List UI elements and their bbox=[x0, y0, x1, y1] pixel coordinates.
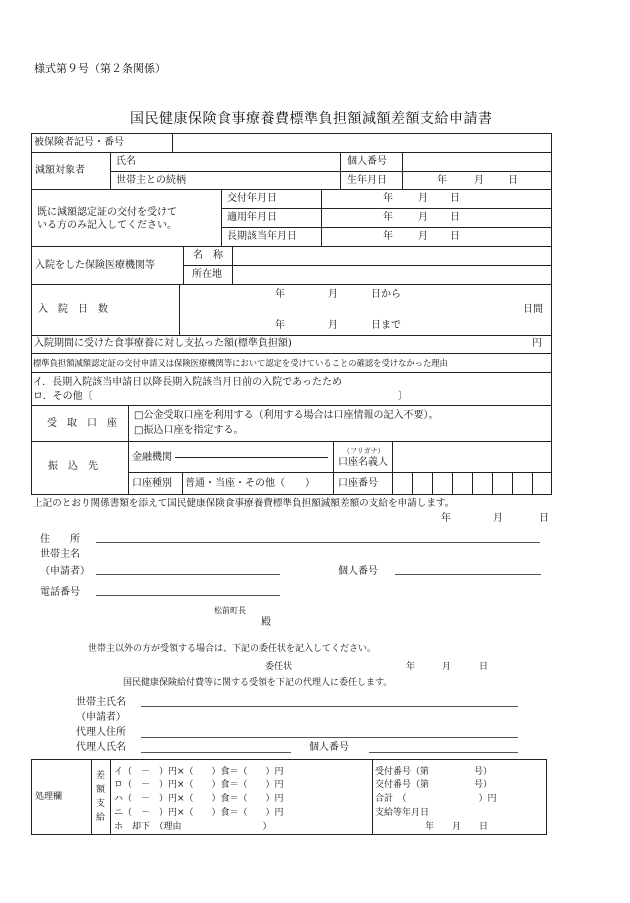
to-month: 月 bbox=[328, 320, 338, 331]
apply-year: 年 bbox=[441, 513, 451, 524]
office-label: 処理欄 bbox=[35, 792, 63, 802]
dono-label: 殿 bbox=[261, 617, 271, 628]
personal-no-line[interactable] bbox=[395, 574, 541, 575]
from-day: 日から bbox=[371, 289, 401, 300]
apply-month: 月 bbox=[493, 513, 503, 524]
proxy-address-label: 代理人住所 bbox=[76, 727, 126, 738]
cert-note: 既に減額認定証の交付を受けて いる方のみ記入してください。 bbox=[37, 207, 177, 231]
proxy-head-label: 世帯主氏名 bbox=[76, 697, 126, 708]
relation-label: 世帯主との続柄 bbox=[116, 175, 186, 186]
mayor-label: 松前町長 bbox=[214, 606, 246, 615]
proxy-name-line[interactable] bbox=[141, 752, 291, 753]
reason-b-end: 〕 bbox=[398, 391, 408, 402]
year-1: 年 bbox=[383, 193, 393, 204]
name-label: 氏名 bbox=[116, 156, 136, 167]
option-public-account[interactable]: □公金受取口座を利用する（利用する場合は口座情報の記入不要）。 bbox=[134, 410, 439, 421]
cert-long-date: 長期該当年月日 bbox=[227, 231, 297, 242]
applicant-label: （申請者） bbox=[40, 566, 90, 577]
year-3: 年 bbox=[383, 231, 393, 242]
proxy-month: 月 bbox=[442, 662, 452, 672]
hospital-address-label: 所在地 bbox=[192, 269, 222, 280]
day-2: 日 bbox=[450, 212, 460, 223]
proxy-personal-no-line[interactable] bbox=[369, 752, 518, 753]
year-2: 年 bbox=[383, 212, 393, 223]
proxy-applicant-label: （申請者） bbox=[76, 712, 126, 723]
calc-row-5: ホ 却下 （理由 ） bbox=[114, 822, 272, 832]
vertical-4: 給 bbox=[96, 813, 106, 823]
month-3: 月 bbox=[418, 231, 428, 242]
proxy-personal-no-label: 個人番号 bbox=[309, 742, 349, 753]
cert-issue-date: 交付年月日 bbox=[227, 193, 277, 204]
proxy-head-line[interactable] bbox=[141, 706, 518, 707]
receipt-no: 受付番号（第 号） bbox=[375, 767, 493, 777]
account-type-label: 口座種別 bbox=[132, 478, 172, 489]
day-1: 日 bbox=[450, 193, 460, 204]
target-person-label: 減額対象者 bbox=[35, 165, 85, 176]
account-number-label: 口座番号 bbox=[338, 478, 378, 489]
birth-day: 日 bbox=[508, 175, 518, 186]
form-title: 国民健康保険食事療養費標準負担額減額差額支給申請書 bbox=[130, 111, 493, 127]
phone-label: 電話番号 bbox=[40, 587, 80, 598]
issue-no: 交付番号（第 号） bbox=[375, 780, 493, 790]
day-3: 日 bbox=[450, 231, 460, 242]
paid-amount-label: 入院期間に受けた食事療養に対し支払った額(標準負担額) bbox=[34, 338, 292, 349]
phone-line[interactable] bbox=[96, 595, 280, 596]
personal-no-label: 個人番号 bbox=[347, 156, 387, 167]
furigana-label: （フリガナ） bbox=[343, 447, 385, 455]
applicant-personal-no-label: 個人番号 bbox=[338, 566, 378, 577]
form-number: 様式第９号（第２条関係） bbox=[34, 62, 166, 75]
proxy-title: 委任状 bbox=[265, 662, 293, 672]
apply-day: 日 bbox=[539, 513, 549, 524]
hospital-name-label: 名 称 bbox=[193, 250, 223, 261]
account-holder-label: 口座名義人 bbox=[338, 457, 388, 468]
birth-year: 年 bbox=[437, 175, 447, 186]
proxy-name-label: 代理人氏名 bbox=[76, 742, 126, 753]
to-year: 年 bbox=[275, 320, 285, 331]
proxy-day: 日 bbox=[479, 662, 489, 672]
reason-a: イ．長期入院該当申請日以降長期入院該当月日前の入院であったため bbox=[33, 377, 342, 388]
reason-label: 標準負担額減額認定証の交付申請又は保険医療機関等において認定を受けていることの確認を受けなかった理由 bbox=[33, 358, 448, 368]
proxy-text: 国民健康保険給付費等に関する受領を下記の代理人に委任します。 bbox=[123, 678, 393, 688]
bank-label: 金融機関 bbox=[132, 452, 172, 463]
cert-apply-date: 適用年月日 bbox=[227, 212, 277, 223]
reason-b: ロ．その他〔 bbox=[33, 391, 93, 402]
inpatient-days-label: 入 院 日 数 bbox=[38, 304, 108, 315]
to-day: 日まで bbox=[371, 320, 401, 331]
month-2: 月 bbox=[418, 212, 428, 223]
vertical-3: 支 bbox=[96, 799, 106, 809]
account-type-options[interactable]: 普通・当座・その他（ ） bbox=[185, 478, 315, 489]
birth-month: 月 bbox=[474, 175, 484, 186]
insured-no-label: 被保険者記号・番号 bbox=[34, 137, 124, 148]
calc-row-3: ハ（ － ）円×（ ）食＝（ ）円 bbox=[114, 794, 284, 804]
payment-date-label: 支給等年月日 bbox=[375, 808, 430, 818]
head-name-label: 世帯主名 bbox=[40, 549, 80, 560]
transfer-dest-label: 振 込 先 bbox=[48, 461, 98, 472]
proxy-year: 年 bbox=[406, 662, 416, 672]
from-year: 年 bbox=[275, 289, 285, 300]
birth-date-label: 生年月日 bbox=[347, 175, 387, 186]
calc-row-2: ロ（ － ）円×（ ）食＝（ ）円 bbox=[114, 780, 284, 790]
receipt-account-label: 受 取 口 座 bbox=[47, 418, 117, 429]
vertical-1: 差 bbox=[96, 771, 106, 781]
paid-yen: 円 bbox=[532, 338, 542, 349]
calc-row-1: イ（ － ）円×（ ）食＝（ ）円 bbox=[114, 767, 284, 777]
option-transfer-account[interactable]: □振込口座を指定する。 bbox=[134, 425, 244, 436]
hospital-label: 入院をした保険医療機関等 bbox=[35, 260, 155, 271]
total: 合計 （ ）円 bbox=[375, 794, 497, 804]
month-1: 月 bbox=[418, 193, 428, 204]
payment-date: 年 月 日 bbox=[425, 822, 489, 832]
address-line[interactable] bbox=[96, 542, 540, 543]
calc-row-4: ニ（ － ）円×（ ）食＝（ ）円 bbox=[114, 808, 284, 818]
vertical-2: 額 bbox=[96, 785, 106, 795]
proxy-note: 世帯主以外の方が受領する場合は、下記の委任状を記入してください。 bbox=[88, 644, 377, 654]
proxy-address-line[interactable] bbox=[141, 737, 518, 738]
declaration-text: 上記のとおり関係書類を添えて国民健康保険食事療養費標準負担額減額差額の支給を申請します。 bbox=[33, 498, 455, 509]
from-month: 月 bbox=[328, 289, 338, 300]
head-name-line[interactable] bbox=[96, 574, 280, 575]
applicant-address-label: 住 所 bbox=[40, 534, 80, 545]
days-unit: 日間 bbox=[523, 304, 543, 315]
